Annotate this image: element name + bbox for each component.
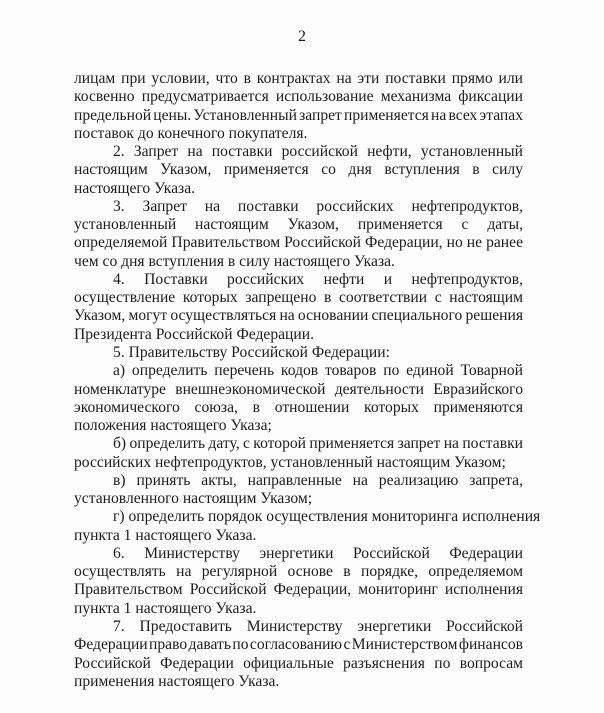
document-body — [74, 70, 541, 691]
text-line: 2. Запрет на поставки российской нефти, установленный — [113, 143, 523, 161]
text-line: 4. Поставки российских нефти и нефтепродуктов, — [113, 270, 523, 288]
paragraph-continuation — [74, 70, 523, 143]
text-line: 3. Запрет на поставки российских нефтепродуктов, — [113, 197, 523, 215]
text-line: пункта 1 настоящего Указа. — [74, 599, 257, 617]
text-line: применения настоящего Указа. — [74, 672, 280, 690]
paragraph-item-4 — [74, 271, 523, 344]
text-line: осуществление которых запрещено в соответствии с настоящим — [74, 289, 523, 307]
paragraph-item-6 — [74, 545, 523, 618]
text-line: б) определить дату, с которой применяется запрет на поставки — [113, 435, 523, 453]
text-line: Федерации право давать по согласованию с Министерством финансов — [74, 636, 523, 654]
text-line: пункта 1 настоящего Указа. — [74, 526, 257, 544]
text-line: осуществлять на регулярной основе в порядке, определяемом — [74, 563, 523, 581]
paragraph-item-7 — [74, 618, 523, 691]
text-line: положения настоящего Указа; — [74, 417, 272, 435]
text-line: лицам при условии, что в контрактах на эти поставки прямо или — [74, 70, 523, 87]
text-line: настоящего Указа. — [74, 179, 196, 197]
text-line: российских нефтепродуктов, установленный настоящим Указом; — [74, 453, 506, 471]
page-number: 2 — [298, 28, 306, 45]
text-line: 7. Предоставить Министерству энергетики Российской — [113, 617, 523, 635]
paragraph-item-5b — [74, 435, 523, 472]
text-line: Правительством Российской Федерации, мониторинг исполнения — [74, 581, 523, 599]
text-line: а) определить перечень кодов товаров по единой Товарной — [113, 362, 523, 380]
paragraph-item-2 — [74, 143, 523, 198]
text-line: в) принять акты, направленные на реализацию запрета, — [113, 471, 523, 489]
text-line: номенклатуре внешнеэкономической деятельности Евразийского — [74, 380, 523, 398]
text-line: определяемой Правительством Российской Федерации, но не ранее — [74, 234, 523, 252]
text-line: настоящим Указом, применяется со дня вступления в силу — [74, 161, 523, 179]
text-line: Указом, могут осуществляться на основании специального решения — [74, 307, 523, 325]
text-line: Президента Российской Федерации. — [74, 325, 314, 343]
text-line: чем со дня вступления в силу настоящего Указа. — [74, 252, 395, 270]
text-line: поставок до конечного покупателя. — [74, 124, 308, 142]
paragraph-item-5 — [74, 344, 523, 362]
text-line: г) определить порядок осуществления мониторинга исполнения — [113, 508, 541, 526]
text-line: предельной цены. Установленный запрет применяется на всех этапах — [74, 106, 523, 124]
paragraph-item-5c — [74, 472, 523, 509]
text-line: косвенно предусматривается использование механизма фиксации — [74, 88, 523, 106]
text-line: Российской Федерации официальные разъяснения по вопросам — [74, 654, 523, 672]
paragraph-item-5a — [74, 362, 523, 435]
text-line: 6. Министерству энергетики Российской Федерации — [113, 544, 523, 562]
text-line: 5. Правительству Российской Федерации: — [113, 343, 390, 361]
text-line: экономического союза, в отношении которых применяются — [74, 398, 523, 416]
paragraph-item-5d — [74, 508, 541, 545]
text-line: установленного настоящим Указом; — [74, 490, 313, 508]
paragraph-item-3 — [74, 198, 523, 271]
text-line: установленный настоящим Указом, применяется с даты, — [74, 216, 523, 234]
